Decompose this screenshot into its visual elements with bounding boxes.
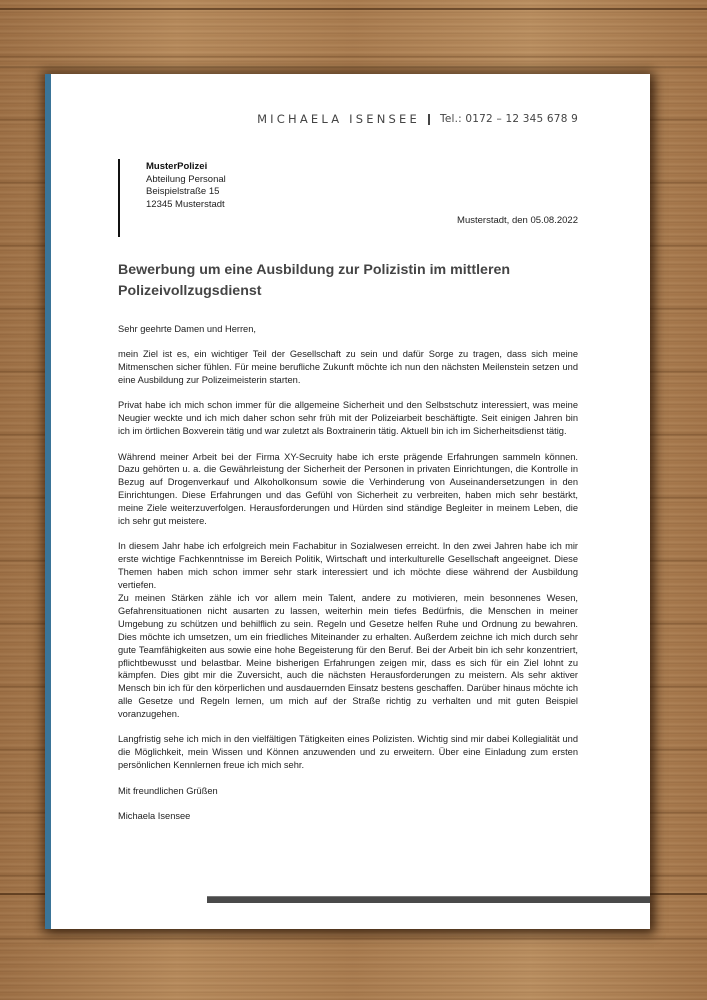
recipient-department: Abteilung Personal <box>146 173 226 185</box>
recipient-street: Beispielstraße 15 <box>146 186 220 198</box>
recipient-address <box>146 161 226 211</box>
recipient-bar <box>118 159 120 237</box>
wood-board-seam <box>0 8 707 10</box>
paragraph: Während meiner Arbeit bei der Firma XY-Secruity habe ich erste prägende Erfahrungen sammeln können. Dazu gehörten u. a. die Gewährleistung der Sicherheit der Personen in privaten Einrichtungen, die Kontrolle in Bezug auf Drogenverkauf und Alkoholkonsum sowie die Verhinderung von Auseinandersetzungen in den Einrichtungen. Diese Erfahrungen und das Gefühl von Sicherheit zu verbreiten, haben mich sehr bestärkt, meine Ziele weiterzuverfolgen. Herausforderungen und Hürden sind ständige Begleiter in meinem Leben, die ich sehr gut meistere. <box>118 451 578 527</box>
header-separator <box>428 114 430 125</box>
letterhead <box>257 112 578 126</box>
letter-page <box>45 74 650 929</box>
paragraph: Privat habe ich mich schon immer für die allgemeine Sicherheit und den Selbstschutz interessiert, was meine Neugier weckte und ich mich daher schon sehr früh mit der Polizeiarbeit beschäftigte. Seit einigen Jahren bin ich im örtlichen Boxverein tätig und war zuletzt als Boxtrainerin tätig. Aktuell bin ich im Sicherheitsdienst tätig. <box>118 400 578 437</box>
subject-heading: Bewerbung um eine Ausbildung zur Polizistin im mittleren Polizeivollzugsdienst <box>118 262 511 299</box>
salutation: Sehr geehrte Damen und Herren, <box>118 324 256 334</box>
paragraph: In diesem Jahr habe ich erfolgreich mein Fachabitur in Sozialwesen erreicht. In den zwei Jahren habe ich mir erste wichtige Fachkenntnisse im Bereich Politik, Wirtschaft und interkulturelle Gesellschaft angeeignet. Diese Themen haben mich schon immer sehr stark interessiert und ich möchte diese während der Ausbildung vertiefen. <box>118 541 578 591</box>
footer-bar <box>207 896 650 903</box>
recipient-organization: MusterPolizei <box>146 161 208 172</box>
closing: Mit freundlichen Grüßen <box>118 785 218 796</box>
wood-board-seam <box>0 66 707 68</box>
recipient-city: 12345 Musterstadt <box>146 198 225 210</box>
sender-phone: Tel.: 0172 – 12 345 678 9 <box>439 113 578 125</box>
date-line: Musterstadt, den 05.08.2022 <box>457 215 578 226</box>
paragraph: Langfristig sehe ich mich in den vielfältigen Tätigkeiten eines Polizisten. Wichtig sind mir dabei Kollegialität und die Möglichkeit, mein Wissen und Können anzuwenden und zu erweitern. Über eine Einladung zum ersten persönlichen Kennlernen freue ich mich sehr. <box>118 734 578 771</box>
sender-name: MICHAELA ISENSEE <box>257 112 420 126</box>
accent-stripe <box>45 74 51 929</box>
signature: Michaela Isensee <box>118 810 191 821</box>
paragraph: Zu meinen Stärken zähle ich vor allem mein Talent, andere zu motivieren, mein besonnenes Wesen, Gefahrensituationen nicht ausarten zu lassen, weiterhin mein tiefes Bedürfnis, die Menschen in meiner Umgebung zu schützen und behilflich zu sein. Regeln und Gesetze helfen Ruhe und Ordnung zu bewahren. Dies möchte ich umsetzen, um ein friedliches Miteinander zu erhalten. Außerdem zeichne ich mich durch sehr gute Teamfähigkeiten aus sowie eine hohe Begeisterung für den Beruf. Bei der Arbeit bin ich sehr konzentriert, pflichtbewusst und belastbar. Meine bisherigen Erfahrungen zeigen mir, dass es sich für ein Ziel lohnt zu kämpfen. Dies gibt mir die Zuversicht, auch die nächsten Herausforderungen zu meistern. Als sehr aktiver Mensch bin ich für den körperlichen und ausdauernden Einsatz bestens geschaffen. Darüber hinaus möchte ich alle Gesetze und Regeln lernen, um mich auf der Straße richtig zu verhalten und mit guten Beispiel voranzugehen. <box>118 592 578 720</box>
letter-body <box>118 323 578 823</box>
paragraph: mein Ziel ist es, ein wichtiger Teil der Gesellschaft zu sein und dafür Sorge zu tragen, dass sich meine Mitmenschen sicher fühlen. Für meine berufliche Zukunft möchte ich nun den nächsten Meilenstein setzen und eine Ausbildung zur Polizeimeisterin starten. <box>118 349 578 386</box>
